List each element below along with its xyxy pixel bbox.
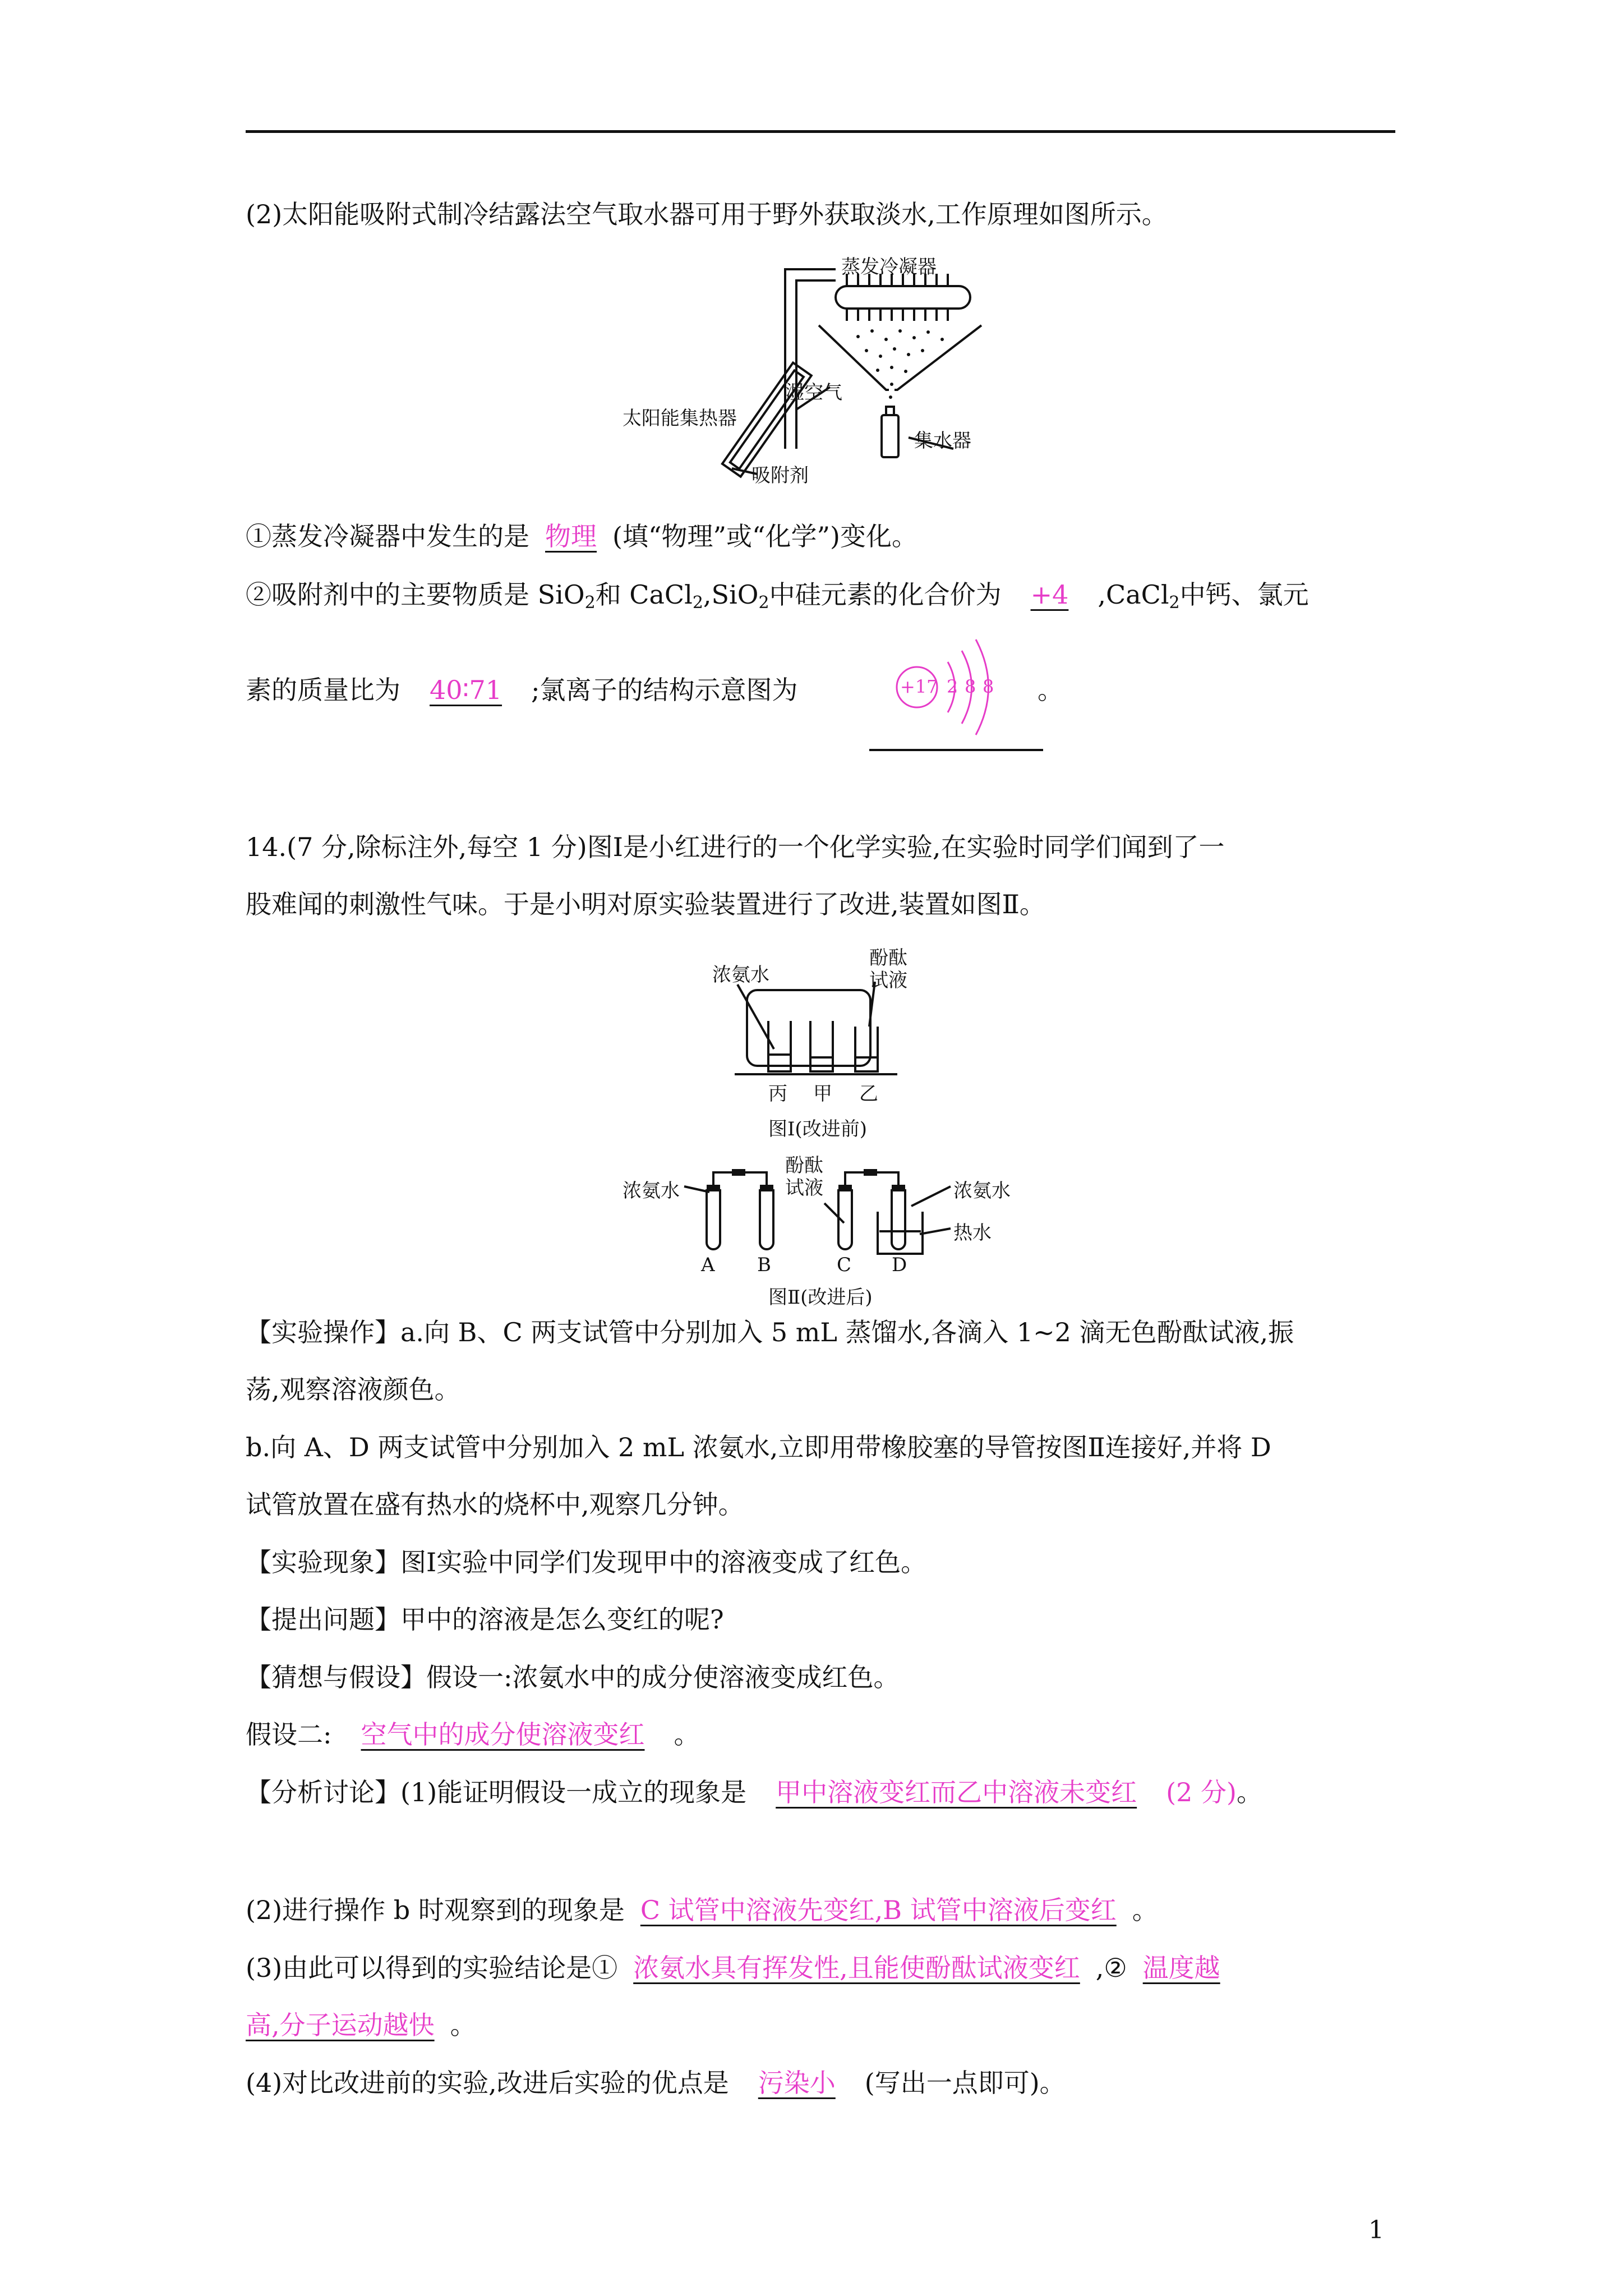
fig1-ammonia-label: 浓氨水 (712, 964, 769, 986)
subscript: 2 (1169, 593, 1180, 613)
q13-s2-text: ②吸附剂中的主要物质是 SiO (246, 579, 585, 610)
fig1-label-yi: 乙 (859, 1083, 878, 1105)
q13-intro: (2)太阳能吸附式制冷结露法空气取水器可用于野外获取淡水,工作原理如图所示。 (246, 199, 1168, 229)
q14-a2-after: 。 (1132, 1895, 1158, 1925)
q13-s1-before: ①蒸发冷凝器中发生的是 (246, 521, 529, 551)
q14-op-b-line2: 试管放置在盛有热水的烧杯中,观察几分钟。 (246, 1489, 744, 1520)
figure-2-after (623, 1150, 1026, 1279)
q13-s3-answer: 40∶71 (430, 675, 502, 705)
fig2-label-b: B (757, 1254, 771, 1276)
q14-a3-answer-2a: 温度越 (1142, 1953, 1220, 1983)
label-solar-collector: 太阳能集热器 (623, 407, 737, 430)
subscript: 2 (692, 593, 703, 613)
q13-s3-after: ;氯离子的结构示意图为 (531, 675, 798, 705)
q13-s2-text: 中硅元素的化合价为 (769, 579, 1002, 610)
q13-s3 (246, 673, 798, 707)
q14-a1-answer: 甲中溶液变红而乙中溶液未变红 (776, 1777, 1137, 1807)
q14-a4-after: (写出一点即可)。 (864, 2068, 1066, 2098)
q14-a1-score: (2 分) (1166, 1777, 1237, 1807)
q14-op-a-line2: 荡,观察溶液颜色。 (246, 1374, 460, 1405)
q14-a2-answer: C 试管中溶液先变红,B 试管中溶液后变红 (640, 1895, 1117, 1925)
label-adsorbent: 吸附剂 (751, 464, 809, 487)
atom-nucleus: +17 (900, 676, 938, 697)
fig1-phenol-label-a: 酚酞 (869, 947, 907, 969)
q14-phenomenon: 【实验现象】图Ⅰ实验中同学们发现甲中的溶液变成了红色。 (246, 1547, 927, 1577)
atom-shell-2: 8 (965, 676, 976, 697)
label-water-collector: 集水器 (914, 430, 971, 452)
fig2-ammonia-right-label: 浓氨水 (953, 1180, 1011, 1202)
q14-h2-after: 。 (674, 1719, 700, 1750)
q14-analysis-1 (246, 1775, 1262, 1809)
atom-shell-1: 2 (947, 676, 958, 697)
q14-a3-after: 。 (450, 2010, 476, 2040)
q14-line1: 14.(7 分,除标注外,每空 1 分)图Ⅰ是小红进行的一个化学实验,在实验时同学们闻到了一 (246, 832, 1225, 862)
q14-op-a-line1: 【实验操作】a.向 B、C 两支试管中分别加入 5 mL 蒸馏水,各滴入 1~2 滴无色酚酞试液,振 (246, 1317, 1294, 1347)
fig1-caption: 图Ⅰ(改进前) (768, 1118, 867, 1140)
q14-analysis-3 (246, 1951, 1236, 1985)
subscript: 2 (584, 593, 596, 613)
q13-s2-text: ,SiO (703, 579, 759, 610)
solar-device-figure (617, 247, 1009, 505)
q14-analysis-4 (246, 2066, 1066, 2100)
q14-a4-before: (4)对比改进前的实验,改进后实验的优点是 (246, 2068, 729, 2098)
fig2-ammonia-left-label: 浓氨水 (623, 1180, 680, 1202)
fig2-phenol-label-a: 酚酞 (785, 1154, 823, 1177)
label-condenser: 蒸发冷凝器 (841, 256, 937, 278)
q14-analysis-2 (246, 1893, 1158, 1927)
q13-s1-answer: 物理 (545, 521, 597, 551)
figure-2-svg (623, 1150, 1026, 1279)
fig2-caption: 图Ⅱ(改进后) (768, 1286, 873, 1309)
fig1-label-bing: 丙 (768, 1083, 787, 1105)
q13-s1-after: (填“物理”或“化学”)变化。 (612, 521, 917, 551)
fig1-phenol-label-b: 试液 (869, 969, 907, 992)
label-wet-air: 湿空气 (785, 381, 842, 404)
fig2-hot-water-label: 热水 (953, 1222, 992, 1244)
subscript: 2 (758, 593, 769, 613)
q13-s3-end: 。 (1038, 675, 1063, 705)
q13-s3-before: 素的质量比为 (246, 675, 400, 705)
q14-question: 【提出问题】甲中的溶液是怎么变红的呢? (246, 1604, 724, 1635)
q14-a4-answer: 污染小 (758, 2068, 836, 2098)
q14-line2: 股难闻的刺激性气味。于是小明对原实验装置进行了改进,装置如图Ⅱ。 (246, 889, 1045, 919)
q13-s2-answer: +4 (1030, 579, 1069, 610)
q14-a2-before: (2)进行操作 b 时观察到的现象是 (246, 1895, 625, 1925)
fig1-label-jia: 甲 (813, 1083, 832, 1105)
q14-h2-answer: 空气中的成分使溶液变红 (361, 1719, 645, 1750)
page-number: 1 (1368, 2216, 1384, 2244)
chloride-ion-diagram (886, 628, 1021, 740)
q14-a3-answer-1: 浓氨水具有挥发性,且能使酚酞试液变红 (633, 1953, 1080, 1983)
q14-a1-after: 。 (1236, 1777, 1262, 1807)
fig2-label-d: D (892, 1254, 907, 1276)
fig2-label-a: A (701, 1254, 715, 1276)
q14-a3-answer-2b: 高,分子运动越快 (246, 2010, 435, 2040)
header-rule (246, 130, 1395, 133)
q14-h2-before: 假设二: (246, 1719, 332, 1750)
q14-a3-before: (3)由此可以得到的实验结论是① (246, 1953, 618, 1983)
figure-1-before (712, 942, 925, 1116)
atom-shell-3: 8 (983, 676, 994, 697)
solar-device-diagram (617, 247, 1009, 505)
q14-op-b-line1: b.向 A、D 两支试管中分别加入 2 mL 浓氨水,立即用带橡胶塞的导管按图Ⅱ连接好,并将 D (246, 1432, 1271, 1462)
q14-analysis-3-cont (246, 2008, 476, 2042)
q14-a1-before: 【分析讨论】(1)能证明假设一成立的现象是 (246, 1777, 747, 1807)
fig2-phenol-label-b: 试液 (785, 1177, 823, 1199)
q13-s2 (246, 578, 1309, 620)
answer-underline (869, 749, 1043, 751)
q14-hypothesis-1: 【猜想与假设】假设一:浓氨水中的成分使溶液变成红色。 (246, 1662, 900, 1692)
q14-a3-mid: ,② (1095, 1953, 1127, 1983)
q13-s2-text: ,CaCl (1098, 579, 1169, 610)
fig2-label-c: C (837, 1254, 852, 1276)
q13-s1 (246, 519, 917, 553)
q13-s2-text: 中钙、氯元 (1179, 579, 1309, 610)
q14-hypothesis-2 (246, 1718, 700, 1751)
q13-s2-text: 和 CaCl (595, 579, 693, 610)
